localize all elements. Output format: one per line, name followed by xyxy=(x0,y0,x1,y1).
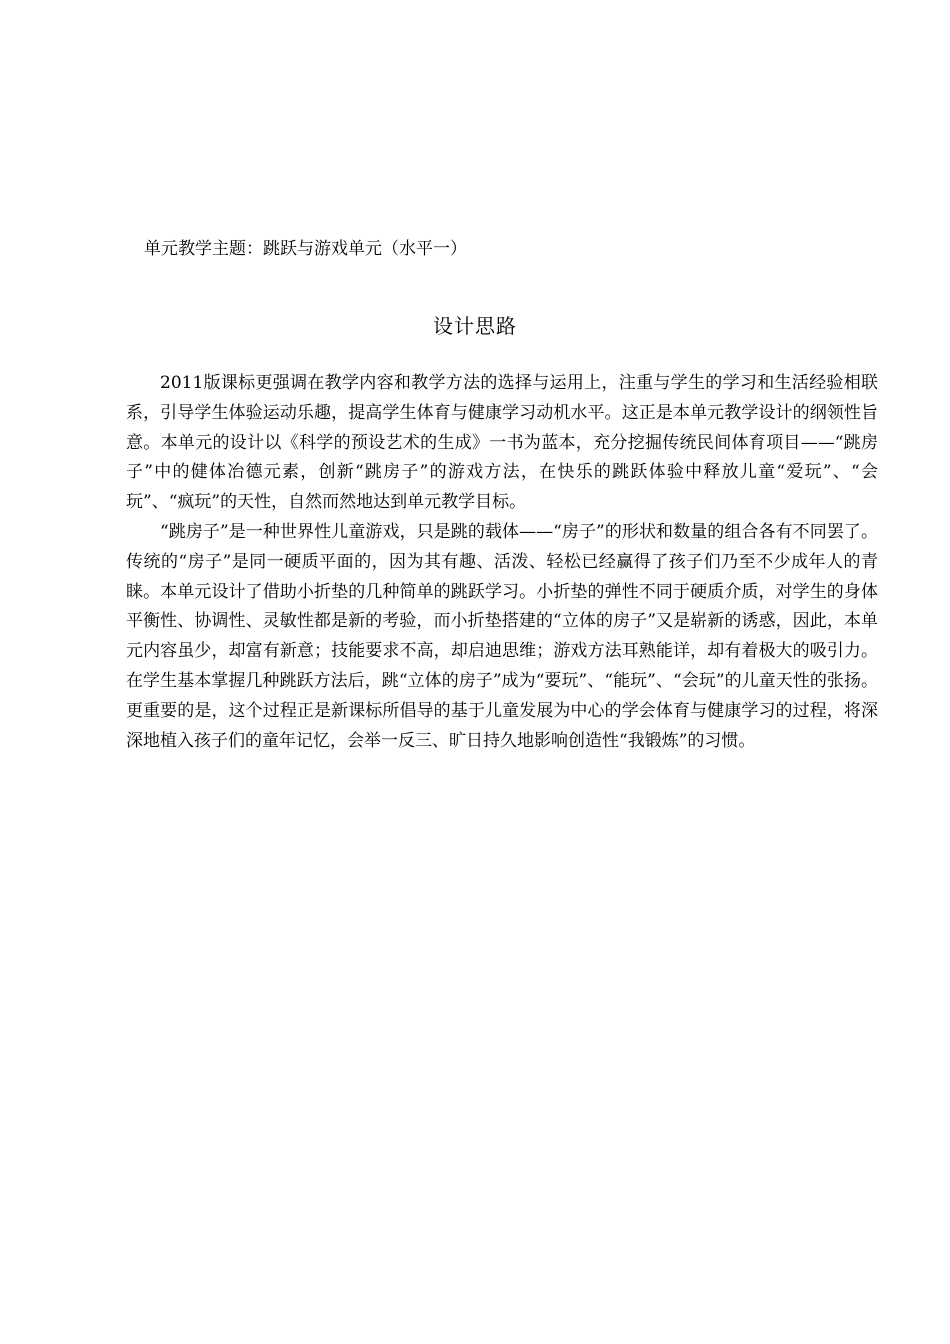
section-title: 设计思路 xyxy=(433,314,517,338)
paragraph-1: 2011版课标更强调在教学内容和教学方法的选择与运用上，注重与学生的学习和生活经验相联系，引导学生体验运动乐趣，提高学生体育与健康学习动机水平。这正是本单元教学设计的纲领性旨意。本单元的设计以《科学的预设艺术的生成》一书为蓝本，充分挖掘传统民间体育项目——“跳房子”中的健体冶德元素，创新“跳房子”的游戏方法，在快乐的跳跃体验中释放儿童“爱玩”、“会玩”、“疯玩”的天性，自然而然地达到单元教学目标。 xyxy=(126,373,878,513)
paragraph-2: “跳房子”是一种世界性儿童游戏，只是跳的载体——“房子”的形状和数量的组合各有不同罢了。传统的“房子”是同一硬质平面的，因为其有趣、活泼、轻松已经赢得了孩子们乃至不少成年人的青睐。本单元设计了借助小折垫的几种简单的跳跃学习。小折垫的弹性不同于硬质介质，对学生的身体平衡性、协调性、灵敏性都是新的考验，而小折垫搭建的“立体的房子”又是崭新的诱惑，因此，本单元内容虽少，却富有新意；技能要求不高，却启迪思维；游戏方法耳熟能详，却有着极大的吸引力。在学生基本掌握几种跳跃方法后，跳“立体的房子”成为“要玩”、“能玩”、“会玩”的儿童天性的张扬。更重要的是，这个过程正是新课标所倡导的基于儿童发展为中心的学会体育与健康学习的过程，将深深地植入孩子们的童年记忆，会举一反三、旷日持久地影响创造性“我锻炼”的习惯。 xyxy=(126,521,878,751)
unit-theme: 单元教学主题：跳跃与游戏单元（水平一） xyxy=(144,239,467,259)
body-text xyxy=(126,369,878,756)
